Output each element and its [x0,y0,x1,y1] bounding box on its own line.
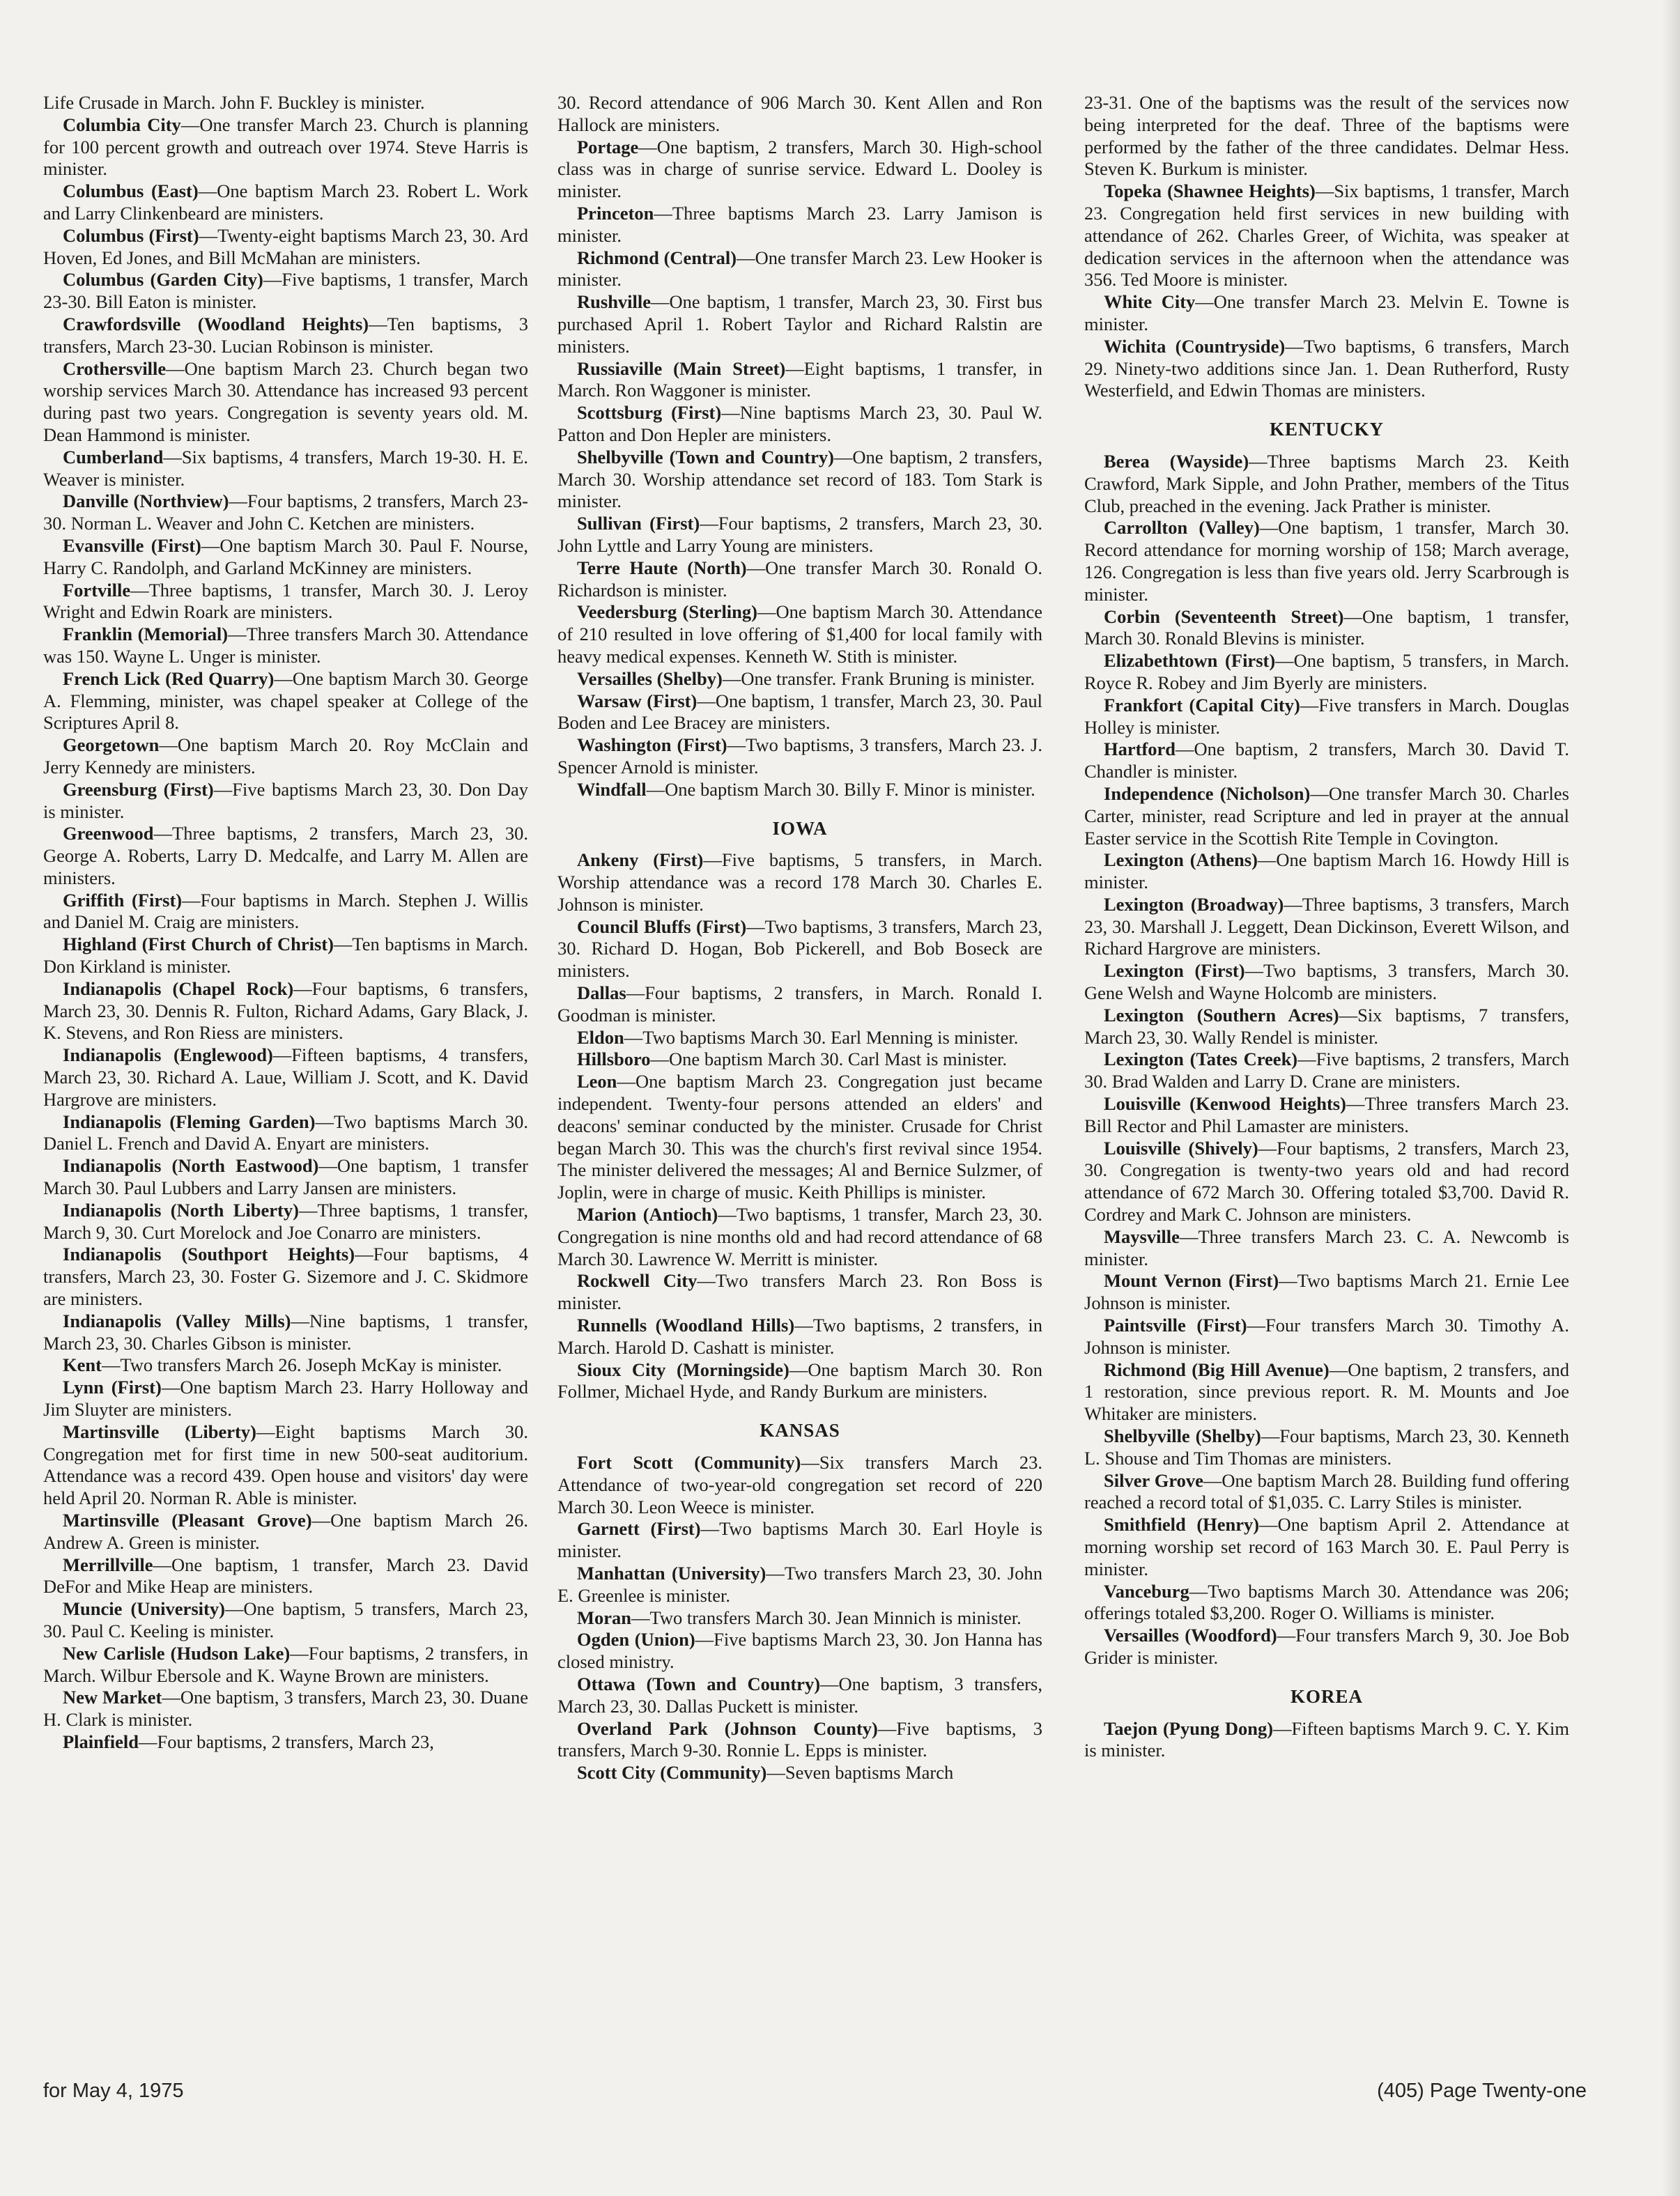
church-report-entry [43,978,528,1044]
church-report-entry [557,982,1042,1027]
report-text: —One transfer March 23. Church is planning for 100 percent growth and outreach over 1974. Steve Harris is minister. [43,114,528,180]
church-report-entry [43,1044,528,1111]
church-name: Portage [577,136,639,157]
church-report-entry [1084,1049,1569,1093]
church-report-entry [43,1554,528,1599]
report-text: —Two baptisms March 30. Daniel L. French and David A. Enyart are ministers. [43,1111,528,1154]
church-report-entry [43,490,528,535]
church-report-entry [1084,695,1569,739]
church-name: Indianapolis (Englewood) [63,1044,273,1066]
church-report-entry [43,1310,528,1355]
church-name: Rockwell City [577,1270,698,1292]
church-report-entry [1084,960,1569,1005]
church-name: Sullivan (First) [577,513,700,534]
church-name: Martinsville (Pleasant Grove) [63,1510,312,1531]
church-name: Kent [63,1354,102,1376]
column-1 [43,92,528,1754]
church-name: Russiaville (Main Street) [577,357,786,379]
report-text: —Four baptisms, 2 transfers, March 23, 30. Congregation is twenty-two years old and had record attendance of 672 March 30. Offering totaled $3,700. David R. Cordrey and Mark C. Johnson are ministers. [1084,1137,1569,1225]
church-report-entry [43,624,528,668]
report-text: —Four baptisms, 2 transfers, March 23, 30. John Lyttle and Larry Young are ministers. [557,513,1043,556]
report-text: —Fifteen baptisms March 9. C. Y. Kim is minister. [1084,1717,1569,1761]
report-text: —One baptism March 30. Billy F. Minor is minister. [646,778,1035,800]
report-text: —One baptism March 30. George A. Flemming, minister, was chapel speaker at College of the Scriptures April 8. [43,667,528,734]
church-name: Franklin (Memorial) [63,624,229,645]
report-text: —Three baptisms, 2 transfers, March 23, 30. George A. Roberts, Larry D. Medcalfe, and Larry M. Allen are ministers. [43,823,528,888]
church-report-entry [43,934,528,978]
church-report-entry [43,535,528,580]
church-name: Greensburg (First) [63,778,214,800]
church-report-entry [557,1718,1042,1763]
report-text: —One transfer March 30. Charles Carter, minister, read Scripture and led in prayer at the annual Easter service in the Scottish Rite Temple in Covington. [1084,782,1569,849]
footer-issue-date: for May 4, 1975 [43,2080,184,2102]
church-name: Rushville [577,291,652,313]
church-name: Washington (First) [577,734,727,756]
report-text: —Eight baptisms March 30. Congregation met for first time in new 500-seat auditorium. Attendance was a record 439. Open house and visitors' day were held April 20. Norman R. Able is minister. [43,1421,528,1509]
church-report-entry [557,1204,1042,1270]
church-report-entry [1084,180,1569,291]
report-text: —Four baptisms, March 23, 30. Kenneth L. Shouse and Tim Thomas are ministers. [1084,1425,1569,1469]
report-text: —One transfer March 23. Lew Hooker is minister. [557,247,1042,291]
church-name: Martinsville (Liberty) [63,1421,256,1442]
church-report-entry [557,557,1042,602]
church-name: Indianapolis (North Eastwood) [63,1155,319,1177]
church-report-entry [43,1598,528,1643]
report-text: —One baptism March 30. Paul F. Nourse, Harry C. Randolph, and Garland McKinney are ministers. [43,534,528,578]
report-text: —Two transfers March 26. Joseph McKay is minister. [101,1354,502,1376]
report-text: —Three transfers March 30. Attendance was 150. Wayne L. Unger is minister. [43,624,529,667]
report-text: —Two baptisms, 6 transfers, March 29. Ninety-two additions since Jan. 1. Dean Rutherford, Rusty Westerfield, and Edwin Thomas are ministers. [1084,335,1569,401]
church-name: Evansville (First) [63,534,201,556]
report-text: —One baptism, 5 transfers, in March. Royce R. Robey and Jim Byerly are ministers. [1084,650,1569,693]
report-text: —One baptism March 28. Building fund offering reached a record total of $1,035. C. Larry Stiles is minister. [1084,1469,1569,1513]
church-name: French Lick (Red Quarry) [63,667,275,689]
report-text: —One baptism March 16. Howdy Hill is minister. [1084,849,1569,893]
report-text: —Three baptisms, 1 transfer, March 30. J. Leroy Wright and Edwin Roark are ministers. [43,579,528,623]
church-report-entry [43,1731,528,1754]
church-report-entry [1084,849,1569,894]
report-text: —Two baptisms March 30. Earl Menning is minister. [624,1026,1019,1048]
church-name: Columbus (Garden City) [63,269,263,291]
church-report-entry [1084,1226,1569,1271]
report-text: —Five baptisms, 3 transfers, March 9-30. Ronnie L. Epps is minister. [557,1717,1043,1761]
church-name: Merrillville [63,1554,153,1575]
report-text: —Five baptisms March 23, 30. Don Day is minister. [43,778,528,822]
church-name: Indianapolis (Chapel Rock) [63,977,294,999]
church-name: Council Bluffs (First) [577,915,747,937]
church-name: Corbin (Seventeenth Street) [1104,605,1344,627]
report-text: —Three transfers March 23. Bill Rector and Phil Lamaster are ministers. [1084,1093,1569,1136]
church-name: Lexington (Athens) [1104,849,1258,871]
church-name: Paintsville (First) [1104,1315,1247,1336]
report-text: —One baptism, 2 transfers, March 30. High-school class was in charge of sunrise service. Edward L. Dooley is minister. [557,136,1042,202]
church-name: Indianapolis (Valley Mills) [63,1310,291,1331]
report-text: —Four baptisms, 6 transfers, March 23, 30. Dennis R. Fulton, Richard Adams, Gary Black, J. K. Stevens, and Ron Riess are ministers. [43,977,528,1044]
church-name: Warsaw (First) [577,690,698,711]
church-report-entry [1084,1005,1569,1049]
church-name: Berea (Wayside) [1104,450,1249,472]
church-name: Georgetown [63,734,160,756]
church-report-entry [1084,783,1569,849]
report-text: Life Crusade in March. John F. Buckley is minister. [43,92,425,113]
report-text: —Six baptisms, 7 transfers, March 23, 30. Wally Rendel is minister. [1084,1004,1569,1048]
report-text: —One transfer. Frank Bruning is minister. [722,667,1035,689]
church-name: Lexington (First) [1104,960,1245,982]
report-text: —Fifteen baptisms, 4 transfers, March 23, 30. Richard A. Laue, William J. Scott, and K. David Hargrove are ministers. [43,1044,528,1110]
church-report-entry [1084,894,1569,960]
church-name: Richmond (Big Hill Avenue) [1104,1359,1330,1380]
report-text: —Nine baptisms, 1 transfer, March 23, 30. Charles Gibson is minister. [43,1310,528,1354]
church-name: Terre Haute (North) [577,557,747,578]
church-report-entry [43,92,528,114]
church-report-entry [557,1629,1042,1673]
report-text: 23-31. One of the baptisms was the result of the services now being interpreted for the deaf. Three of the baptisms were performed by the father of the three candidates. Delmar Hess. Steven K. Burkum is minister. [1084,92,1569,180]
church-name: Smithfield (Henry) [1104,1514,1260,1536]
report-text: —Nine baptisms March 23, 30. Paul W. Patton and Don Hepler are ministers. [557,402,1042,445]
church-report-entry [1084,1138,1569,1226]
church-name: Shelbyville (Town and Country) [577,446,834,467]
report-text: —One baptism, 1 transfer, March 30. Record attendance for morning worship of 158; March average, 126. Congregation is less than five years old. Jerry Scarbrough is minister. [1084,517,1569,605]
church-name: Veedersburg (Sterling) [577,601,757,623]
church-report-entry [557,601,1042,667]
church-name: Versailles (Woodford) [1104,1625,1277,1646]
church-name: Independence (Nicholson) [1104,782,1311,804]
report-text: —Two baptisms March 21. Ernie Lee Johnson is minister. [1084,1270,1570,1314]
church-report-entry [43,114,528,180]
report-text: —One transfer March 30. Ronald O. Richardson is minister. [557,557,1042,601]
church-report-entry [557,513,1042,557]
report-text: —One transfer March 23. Melvin E. Towne is minister. [1084,291,1570,334]
church-report-entry [43,823,528,889]
church-report-entry [1084,739,1569,783]
church-report-entry [43,1643,528,1687]
report-text: —Two baptisms, 3 transfers, March 23, 30. Richard D. Hogan, Bob Pickerell, and Bob Boseck are ministers. [557,915,1042,982]
church-name: Crawfordsville (Woodland Heights) [63,313,369,334]
church-report-entry [1084,1514,1569,1580]
church-report-entry [43,1687,528,1731]
church-name: Moran [577,1607,632,1628]
church-report-entry [557,137,1042,203]
church-name: Carrollton (Valley) [1104,517,1260,539]
report-text: —Three baptisms, 1 transfer, March 9, 30. Curt Morelock and Joe Conarro are ministers. [43,1199,529,1243]
church-report-entry [557,1027,1042,1049]
church-report-entry [557,402,1042,447]
church-report-entry [557,849,1042,915]
report-text: —Two transfers March 23, 30. John E. Greenlee is minister. [557,1563,1042,1606]
report-text: —One baptism March 23. Robert L. Work and Larry Clinkenbeard are ministers. [43,180,528,224]
report-text: —Two baptisms, 3 transfers, March 23. J. Spencer Arnold is minister. [557,734,1042,778]
report-text: —Three baptisms March 23. Keith Crawford, Mark Sipple, and John Prather, members of the Titus Club, preached in the evening. Jack Prather is minister. [1084,450,1569,516]
church-name: Griffith (First) [63,889,183,911]
church-name: Elizabethtown (First) [1104,650,1276,672]
church-report-entry [557,1071,1042,1204]
church-report-entry [43,1377,528,1421]
church-report-entry [1084,650,1569,695]
church-report-entry [557,690,1042,735]
report-text: —Two baptisms, 2 transfers, in March. Harold D. Cashatt is minister. [557,1315,1042,1358]
church-name: Ankeny (First) [577,849,704,871]
report-text: —One baptism, 1 transfer March 30. Paul Lubbers and Larry Jansen are ministers. [43,1155,528,1199]
report-text: —Ten baptisms, 3 transfers, March 23-30. Lucian Robinson is minister. [43,313,529,357]
church-name: Fort Scott (Community) [577,1452,801,1474]
church-report-entry [1084,1425,1569,1470]
report-text: —Five baptisms March 23, 30. Jon Hanna has closed ministry. [557,1629,1042,1673]
church-report-entry [557,358,1042,403]
footer-page-number: (405) Page Twenty-one [1377,2080,1587,2102]
church-report-entry [557,1607,1042,1630]
church-report-entry [43,1421,528,1510]
church-name: Indianapolis (Southport Heights) [63,1244,355,1265]
church-report-entry [43,779,528,824]
church-name: Windfall [577,778,647,800]
report-text: —Three baptisms March 23. Larry Jamison is minister. [557,202,1042,246]
church-name: Ogden (Union) [577,1629,695,1650]
church-report-entry [1084,1470,1569,1515]
church-report-entry [557,247,1042,292]
church-report-entry [557,1673,1042,1718]
report-text: —One baptism, 3 transfers, March 23, 30. Dallas Puckett is minister. [557,1673,1042,1717]
report-text: —Two baptisms March 30. Attendance was 206; offerings totaled $3,200. Roger O. Williams is minister. [1084,1580,1569,1624]
report-text: —Four baptisms, 2 transfers, March 23, [138,1731,434,1752]
church-name: Silver Grove [1104,1469,1203,1491]
report-text: —Six baptisms, 4 transfers, March 19-30. H. E. Weaver is minister. [43,446,528,490]
church-name: Mount Vernon (First) [1104,1270,1279,1292]
church-name: Louisville (Shively) [1104,1137,1258,1159]
page-edge-shadow [1662,0,1680,2196]
report-text: —Four baptisms, 2 transfers, March 23-30. Norman L. Weaver and John C. Ketchen are ministers. [43,490,528,534]
church-name: Muncie (University) [63,1598,225,1620]
church-name: Scott City (Community) [577,1762,767,1784]
church-name: Columbus (First) [63,224,199,246]
report-text: —One baptism, 2 transfers, March 30. David T. Chandler is minister. [1084,739,1569,782]
church-report-entry [43,358,528,447]
church-report-entry [43,1200,528,1244]
church-name: Columbus (East) [63,180,199,202]
column-3 [1084,92,1569,1762]
report-text: —One baptism, 1 transfer, March 23, 30. Paul Boden and Lee Bracey are ministers. [557,690,1042,734]
report-text: —One baptism March 30. Ron Follmer, Michael Hyde, and Randy Burkum are ministers. [557,1359,1042,1402]
church-name: Overland Park (Johnson County) [577,1717,878,1739]
church-name: New Carlisle (Hudson Lake) [63,1642,291,1664]
church-report-entry [557,1359,1042,1404]
church-name: White City [1104,291,1196,313]
church-name: Maysville [1104,1225,1180,1247]
state-heading: IOWA [772,817,828,839]
church-report-entry [557,1049,1042,1071]
report-text: —Four baptisms, 2 transfers, in March. Wilbur Ebersole and K. Wayne Brown are ministers. [43,1642,528,1686]
church-name: Dallas [577,982,626,1004]
report-text: —One baptism, 5 transfers, March 23, 30. Paul C. Keeling is minister. [43,1598,528,1641]
church-name: Marion (Antioch) [577,1204,718,1225]
church-name: Leon [577,1071,617,1092]
church-name: Versailles (Shelby) [577,667,723,689]
report-text: —Two baptisms, 1 transfer, March 23, 30. Congregation is nine months old and had record attendance of 68 March 30. Lawrence W. Merritt is minister. [557,1204,1042,1269]
report-text: —Two baptisms March 30. Earl Hoyle is minister. [557,1518,1042,1562]
report-text: —One baptism, 1 transfer, March 23. David DeFor and Mike Heap are ministers. [43,1554,528,1598]
church-report-entry [1084,606,1569,651]
church-report-entry [557,1452,1042,1518]
church-report-entry [43,314,528,358]
church-report-entry [557,92,1042,137]
report-text: —One baptism, 3 transfers, March 23, 30. Duane H. Clark is minister. [43,1687,528,1731]
church-name: Eldon [577,1026,624,1048]
report-text: —Eight baptisms, 1 transfer, in March. Ron Waggoner is minister. [557,357,1042,401]
church-report-entry [557,734,1042,779]
church-name: Lynn (First) [63,1377,162,1398]
church-report-entry [557,916,1042,982]
report-text: —Two baptisms, 3 transfers, March 30. Gene Welsh and Wayne Holcomb are ministers. [1084,960,1569,1004]
church-report-entry [1084,517,1569,605]
report-text: —Five baptisms, 1 transfer, March 23-30. Bill Eaton is minister. [43,269,528,313]
church-report-entry [557,779,1042,801]
report-text: —One baptism March 23. Church began two worship services March 30. Attendance has increased 93 percent during past two years. Congregation is seventy years old. M. Dean Hammond is minister. [43,357,528,445]
church-report-entry [1084,336,1569,402]
church-report-entry [43,580,528,624]
church-name: Greenwood [63,823,154,844]
church-name: Plainfield [63,1731,139,1752]
church-report-entry [43,180,528,225]
church-name: Runnells (Woodland Hills) [577,1315,795,1336]
church-name: Frankfort (Capital City) [1104,694,1300,716]
report-text: —Four baptisms, 4 transfers, March 23, 30. Foster G. Sizemore and J. C. Skidmore are ministers. [43,1244,528,1310]
report-text: —One baptism March 23. Congregation just became independent. Twenty-four persons attended an elders' and deacons' seminar conducted by the minister. Crusade for Christ began March 30. This was the church's first revival since 1954. The minister delivered the messages; Al and Bernice Sulzmer, of Joplin, were in charge of music. Keith Phillips is minister. [557,1071,1042,1203]
report-text: —Three transfers March 23. C. A. Newcomb is minister. [1084,1225,1569,1269]
church-report-entry [43,668,528,734]
church-name: Louisville (Kenwood Heights) [1104,1093,1346,1115]
church-name: Highland (First Church of Christ) [63,934,334,955]
church-name: Danville (Northview) [63,490,229,512]
church-report-entry [43,447,528,491]
state-heading: KOREA [1290,1685,1363,1707]
church-name: Crothersville [63,357,167,379]
report-text: —One baptism March 23. Harry Holloway and Jim Sluyter are ministers. [43,1377,528,1421]
report-text: —Five baptisms, 5 transfers, in March. Worship attendance was a record 178 March 30. Charles E. Johnson is minister. [557,849,1042,915]
church-report-entry [43,890,528,934]
church-name: Garnett (First) [577,1518,701,1540]
church-name: Sioux City (Morningside) [577,1359,789,1380]
church-report-entry [557,203,1042,247]
report-text: —Four transfers March 30. Timothy A. Johnson is minister. [1084,1315,1570,1358]
church-name: Topeka (Shawnee Heights) [1104,180,1316,202]
church-report-entry [43,1244,528,1310]
church-name: Hartford [1104,739,1176,760]
report-text: —Three baptisms, 3 transfers, March 23, 30. Marshall J. Leggett, Dean Dickinson, Everett Wilson, and Richard Hargrove are ministers. [1084,893,1569,959]
church-report-entry [557,1315,1042,1359]
church-name: New Market [63,1687,162,1708]
church-name: Cumberland [63,446,164,467]
church-report-entry [557,1518,1042,1563]
column-2 [557,92,1042,1784]
church-name: Lexington (Southern Acres) [1104,1004,1339,1026]
report-text: —Two transfers March 23. Ron Boss is minister. [557,1270,1042,1314]
church-report-entry [557,1563,1042,1607]
report-text: —One baptism, 1 transfer, March 30. Ronald Blevins is minister. [1084,605,1569,649]
church-name: Columbia City [63,114,181,135]
church-name: Shelbyville (Shelby) [1104,1425,1261,1447]
church-report-entry [1084,1270,1569,1315]
church-report-entry [1084,1093,1569,1138]
church-report-entry [557,447,1042,513]
report-text: —Six baptisms, 1 transfer, March 23. Congregation held first services in new building with attendance of 262. Charles Greer, of Wichita, was speaker at dedication services in the afternoon when the attendance was 356. Ted Moore is minister. [1084,180,1569,291]
state-heading: KANSAS [760,1420,840,1441]
report-text: —One baptism March 30. Carl Mast is minister. [650,1049,1008,1070]
report-text: —One baptism March 26. Andrew A. Green is minister. [43,1510,528,1553]
report-text: —One baptism March 30. Attendance of 210 resulted in love offering of $1,400 for local family with heavy medical expenses. Kenneth W. Stith is minister. [557,601,1042,667]
church-name: Ottawa (Town and Country) [577,1673,821,1694]
report-text: —One baptism, 2 transfers, and 1 restoration, since previous report. R. M. Mounts and Joe Whitaker are ministers. [1084,1359,1569,1425]
report-text: —Twenty-eight baptisms March 23, 30. Ard Hoven, Ed Jones, and Bill McMahan are ministers. [43,224,528,268]
church-name: Lexington (Broadway) [1104,893,1284,915]
church-name: Richmond (Central) [577,247,737,268]
church-report-entry [1084,92,1569,180]
church-report-entry [43,1354,528,1377]
church-report-entry [43,225,528,270]
church-report-entry [1084,1718,1569,1763]
report-text: —Ten baptisms in March. Don Kirkland is minister. [43,934,528,977]
church-name: Vanceburg [1104,1580,1189,1602]
report-text: —Four baptisms in March. Stephen J. Willis and Daniel M. Craig are ministers. [43,889,528,933]
church-report-entry [557,668,1042,690]
church-report-entry [43,734,528,779]
report-text: —Five transfers in March. Douglas Holley is minister. [1084,694,1569,738]
report-text: 30. Record attendance of 906 March 30. Kent Allen and Ron Hallock are ministers. [557,92,1042,135]
church-report-entry [557,1762,1042,1784]
church-name: Fortville [63,579,131,601]
church-report-entry [557,1270,1042,1315]
report-text: —One baptism March 20. Roy McClain and Jerry Kennedy are ministers. [43,734,528,778]
church-report-entry [1084,1625,1569,1669]
church-report-entry [43,1155,528,1200]
church-name: Hillsboro [577,1049,651,1070]
church-name: Scottsburg (First) [577,402,722,424]
church-name: Princeton [577,202,654,224]
report-text: —One baptism, 2 transfers, March 30. Worship attendance set record of 183. Tom Stark is minister. [557,446,1042,512]
church-report-entry [1084,451,1569,517]
report-text: —Four baptisms, 2 transfers, in March. Ronald I. Goodman is minister. [557,982,1042,1026]
report-text: —Two transfers March 30. Jean Minnich is minister. [631,1607,1022,1628]
state-heading: KENTUCKY [1269,419,1384,440]
church-name: Indianapolis (North Liberty) [63,1199,299,1221]
church-name: Manhattan (University) [577,1563,766,1584]
church-report-entry [43,1111,528,1156]
report-text: —Six transfers March 23. Attendance of two-year-old congregation set record of 220 March 30. Leon Weece is minister. [557,1452,1043,1517]
church-report-entry [43,269,528,314]
church-name: Indianapolis (Fleming Garden) [63,1111,316,1132]
report-text: —Four transfers March 9, 30. Joe Bob Grider is minister. [1084,1625,1569,1668]
church-report-entry [1084,1581,1569,1625]
report-text: —One baptism, 1 transfer, March 23, 30. First bus purchased April 1. Robert Taylor and Richard Ralstin are ministers. [557,291,1042,357]
church-report-entry [1084,291,1569,336]
church-report-entry [557,291,1042,357]
report-text: —Five baptisms, 2 transfers, March 30. Brad Walden and Larry D. Crane are ministers. [1084,1049,1569,1092]
church-name: Taejon (Pyung Dong) [1104,1717,1274,1739]
church-report-entry [1084,1359,1569,1425]
church-name: Wichita (Countryside) [1104,335,1286,357]
church-name: Lexington (Tates Creek) [1104,1049,1298,1070]
church-report-entry [43,1510,528,1554]
report-text: —One baptism April 2. Attendance at morning worship set record of 163 March 30. E. Paul Perry is minister. [1084,1514,1569,1579]
report-text: —Seven baptisms March [766,1762,954,1784]
church-report-entry [1084,1315,1569,1359]
